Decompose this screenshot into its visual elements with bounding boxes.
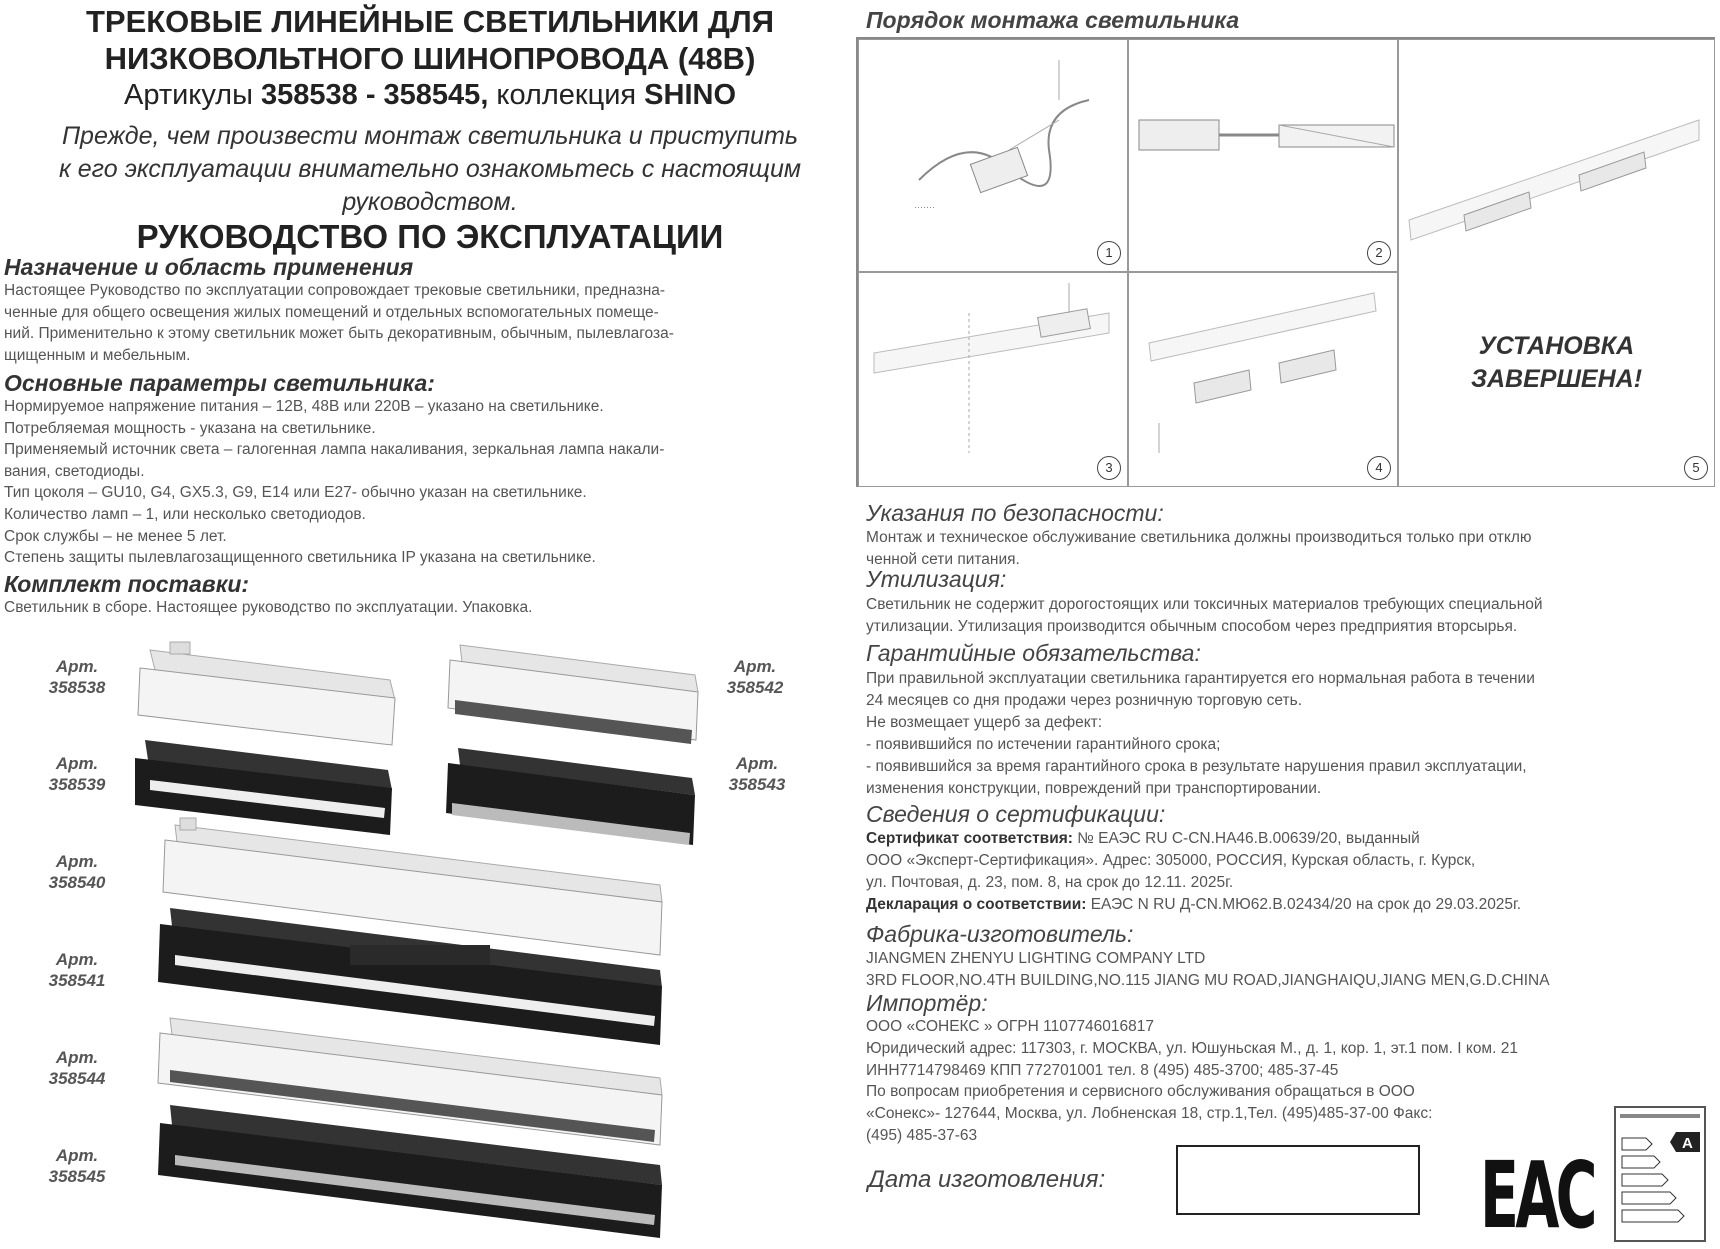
art-code: 358539 (48, 775, 106, 794)
purpose-heading: Назначение и область применения (4, 254, 414, 280)
manufacturer-line: 3RD FLOOR,NO.4TH BUILDING,NO.115 JIANG MU ROAD,JIANGHAIQU,JIANG MEN,G.D.CHINA (866, 972, 1550, 989)
step-number-badge: 5 (1684, 456, 1708, 480)
certification-heading: Сведения о сертификации: (866, 801, 1166, 827)
product-358539-image (135, 740, 392, 835)
manufacturer-heading: Фабрика-изготовитель: (866, 921, 1134, 947)
mounting-step-3 (858, 272, 1128, 487)
step-number-badge: 2 (1367, 241, 1391, 265)
decl-label: Декларация о соответствии: (866, 896, 1087, 913)
product-358542-image (448, 645, 698, 744)
importer-line: ИНН7714798469 КПП 772701001 тел. 8 (495) 485-3700; 485-37-45 (866, 1062, 1339, 1079)
title-line-2: НИЗКОВОЛЬТНОГО ШИНОПРОВОДА (48В) (104, 41, 756, 76)
manufacturer-text (866, 948, 1716, 992)
collection-name: SHINO (644, 79, 737, 111)
disposal-text (866, 594, 1716, 638)
intro-line-2: к его эксплуатации внимательно ознакомьтесь с настоящим (59, 155, 801, 183)
art-label: Арт. (55, 657, 99, 676)
purpose-line: Настоящее Руководство по эксплуатации сопровождает трековые светильники, предназна- (4, 282, 666, 299)
step-2-illustration (1129, 40, 1397, 270)
product-label-358540 (32, 851, 122, 893)
safety-line: Монтаж и техническое обслуживание светильника должны производиться только при отклю (866, 529, 1532, 546)
art-code: 358541 (48, 971, 106, 990)
warranty-line: При правильной эксплуатации светильника гарантируется его нормальная работа в течении (866, 670, 1535, 687)
purpose-line: ченные для общего освещения жилых помещений и отдельных вспомогательных помеще- (4, 303, 659, 321)
energy-label-icon (1614, 1106, 1706, 1242)
params-line: Нормируемое напряжение питания – 12В, 48В или 220В – указано на светильнике. (4, 398, 604, 415)
manual-title: РУКОВОДСТВО ПО ЭКСПЛУАТАЦИИ (136, 218, 724, 255)
disposal-line: Светильник не содержит дорогостоящих или токсичных материалов требующих специальной (866, 596, 1543, 613)
step-5-illustration (1399, 40, 1714, 300)
done-line-1: УСТАНОВКА (1478, 332, 1635, 360)
mounting-heading: Порядок монтажа светильника (866, 7, 1240, 33)
product-label-358538 (32, 656, 122, 698)
eac-mark-icon: EAC (1480, 1142, 1594, 1249)
step-4-illustration (1129, 273, 1397, 485)
art-code: 358543 (728, 775, 786, 794)
service-line: По вопросам приобретения и сервисного обслуживания обращаться в ООО (866, 1083, 1415, 1100)
decl-text: ЕАЭС N RU Д-CN.МЮ62.В.02434/20 на срок до 29.03.2025г. (1086, 896, 1522, 913)
title-line-1: ТРЕКОВЫЕ ЛИНЕЙНЫЕ СВЕТИЛЬНИКИ ДЛЯ (85, 4, 775, 39)
cert-line-1 (866, 828, 1716, 850)
mounting-step-1 (858, 39, 1128, 272)
safety-line: ченной сети питания. (866, 551, 1020, 568)
art-label: Арт. (55, 950, 99, 969)
product-label-358539 (32, 753, 122, 795)
art-code: 358545 (48, 1167, 106, 1186)
mounting-step-2 (1128, 39, 1398, 272)
cert-line-3: ул. Почтовая, д. 23, пом. 8, на срок до 12.11. 2025г. (866, 874, 1234, 891)
product-images-right (440, 640, 710, 850)
certification-text (866, 828, 1716, 916)
svg-text:·······: ······· (914, 202, 935, 212)
mounting-steps-grid (856, 37, 1715, 487)
warranty-line: - появившийся по истечении гарантийного срока; (866, 736, 1221, 753)
warranty-heading: Гарантийные обязательства: (866, 640, 1201, 666)
installation-done-text (1399, 330, 1714, 396)
safety-text (866, 527, 1716, 571)
params-line: Степень защиты пылевлагозащищенного светильника IP указана на светильнике. (4, 549, 596, 567)
step-number-badge: 1 (1097, 241, 1121, 265)
step-number-badge: 4 (1367, 456, 1391, 480)
disposal-line: утилизации. Утилизация производится обычным способом через предприятия вторсырья. (866, 618, 1518, 635)
art-code: 358544 (48, 1069, 106, 1088)
subtitle (0, 79, 860, 112)
params-line: Количество ламп – 1, или несколько светодиодов. (4, 505, 366, 523)
service-line: «Сонекс»- 127644, Москва, ул. Лобненская 18, стр.1,Тел. (495)485-37-00 Факс: (866, 1105, 1433, 1122)
art-label: Арт. (55, 852, 99, 871)
warranty-line: изменения конструкции, повреждений при транспортировании. (866, 780, 1322, 797)
product-358543-image (446, 748, 695, 845)
articles-range: 358538 - 358545, (261, 79, 489, 111)
step-1-illustration (859, 40, 1127, 270)
safety-heading: Указания по безопасности: (866, 500, 1164, 526)
purpose-line: щищенным и мебельным. (4, 346, 191, 364)
art-label: Арт. (733, 657, 777, 676)
product-label-358543 (712, 753, 802, 795)
warranty-line: - появившийся за время гарантийного срока в результате нарушения правил эксплуатации, (866, 758, 1527, 775)
art-label: Арт. (55, 1048, 99, 1067)
product-label-358542 (710, 656, 800, 698)
importer-line: Юридический адрес: 117303, г. МОСКВА, ул. Юшуньская М., д. 1, кор. 1, эт.1 пом. I ком. 21 (866, 1040, 1518, 1057)
purpose-line: ний. Применительно к этому светильник может быть декоративным, обычным, пылевлагоза- (4, 325, 674, 343)
cert-number: № ЕАЭС RU C-CN.НА46.В.00639/20, выданный (1072, 830, 1420, 847)
art-code: 358540 (48, 873, 106, 892)
art-label: Арт. (55, 754, 99, 773)
intro-line-3: руководством. (342, 188, 518, 216)
cert-line-2: ООО «Эксперт-Сертификация». Адрес: 305000, РОССИЯ, Курская область, г. Курск, (866, 852, 1476, 869)
mounting-step-4 (1128, 272, 1398, 487)
warranty-line: Не возмещает ущерб за дефект: (866, 714, 1103, 731)
step-number-badge: 3 (1097, 456, 1121, 480)
product-label-358544 (32, 1047, 122, 1089)
manufacturer-line: JIANGMEN ZHENYU LIGHTING COMPANY LTD (866, 950, 1206, 967)
art-code: 358542 (726, 678, 784, 697)
energy-class-bars (1616, 1108, 1704, 1240)
importer-heading: Импортёр: (866, 990, 988, 1016)
intro-line-1: Прежде, чем произвести монтаж светильника и приступить (61, 122, 799, 150)
production-date-label: Дата изготовления: (868, 1166, 1106, 1193)
mounting-step-5 (1398, 39, 1715, 487)
energy-class-letter: A (1682, 1135, 1693, 1152)
params-text (4, 396, 854, 569)
intro-text (0, 120, 860, 219)
warranty-line: 24 месяцев со дня продажи через розничную торговую сеть. (866, 692, 1303, 709)
articles-prefix: Артикулы (123, 79, 261, 111)
production-date-box (1176, 1145, 1420, 1215)
decl-line (866, 894, 1716, 916)
done-line-2: ЗАВЕРШЕНА! (1470, 365, 1643, 393)
service-line: (495) 485-37-63 (866, 1127, 978, 1144)
service-text (866, 1081, 1586, 1147)
importer-text (866, 1016, 1716, 1082)
purpose-text (4, 280, 854, 366)
kit-text: Светильник в сборе. Настоящее руководство по эксплуатации. Упаковка. (4, 599, 533, 616)
cert-label: Сертификат соответствия: (866, 830, 1073, 847)
product-label-358541 (32, 949, 122, 991)
disposal-heading: Утилизация: (866, 566, 1007, 592)
art-label: Арт. (55, 1146, 99, 1165)
params-heading: Основные параметры светильника: (4, 370, 435, 396)
kit-heading: Комплект поставки: (4, 571, 250, 597)
product-label-358545 (32, 1145, 122, 1187)
importer-line: ООО «СОНЕКС » ОГРН 1107746016817 (866, 1018, 1155, 1035)
product-358538-image (138, 642, 395, 745)
params-line: вания, светодиоды. (4, 462, 145, 480)
step-3-illustration (859, 273, 1127, 485)
params-line: Тип цоколя – GU10, G4, GX5.3, G9, E14 или E27- обычно указан на светильнике. (4, 484, 587, 502)
params-line: Срок службы – не менее 5 лет. (4, 527, 227, 545)
params-line: Применяемый источник света – галогенная лампа накаливания, зеркальная лампа накали- (4, 441, 665, 459)
params-line: Потребляемая мощность - указана на светильнике. (4, 419, 376, 437)
art-code: 358538 (48, 678, 106, 697)
art-label: Арт. (735, 754, 779, 773)
collection-prefix: коллекция (488, 79, 645, 111)
warranty-text (866, 668, 1716, 800)
